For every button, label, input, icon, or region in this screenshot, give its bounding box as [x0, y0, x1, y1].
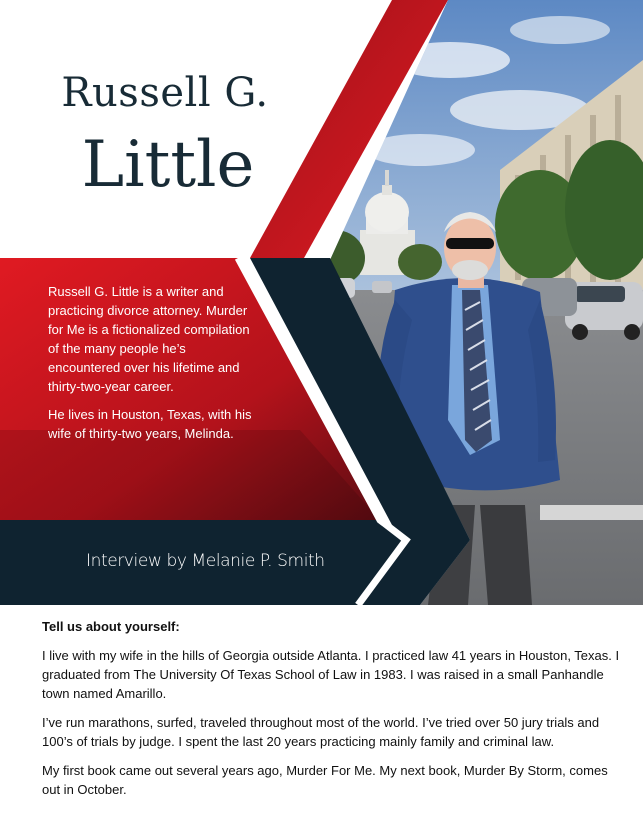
author-name-last: Little	[81, 128, 255, 202]
interview-byline: Interview by Melanie P. Smith	[86, 551, 325, 571]
article-paragraph: My first book came out several years ago, Murder For Me. My next book, Murder By Storm, comes out in October.	[42, 763, 608, 797]
bio-paragraph: Russell G. Little is a writer and practicing divorce attorney. Murder for Me is a fictionalized compilation of the many people he’s encountered over his lifetime and thirty-two-year career.	[48, 284, 250, 394]
author-bio	[48, 282, 253, 452]
article-heading: Tell us about yourself:	[42, 619, 180, 634]
bio-paragraph: He lives in Houston, Texas, with his wife of thirty-two years, Melinda.	[48, 407, 252, 441]
author-name-first: Russell G.	[61, 70, 269, 116]
article-body	[42, 617, 622, 809]
article-paragraph: I live with my wife in the hills of Georgia outside Atlanta. I practiced law 41 years in Houston, Texas. I graduated from The University Of Texas School of Law in 1983. I was raised in a small Panhandle town named Amarillo.	[42, 648, 620, 701]
article-paragraph: I’ve run marathons, surfed, traveled throughout most of the world. I’ve tried over 50 jury trials and 100’s of trials by judge. I spent the last 20 years practicing mainly family and criminal law.	[42, 715, 600, 749]
